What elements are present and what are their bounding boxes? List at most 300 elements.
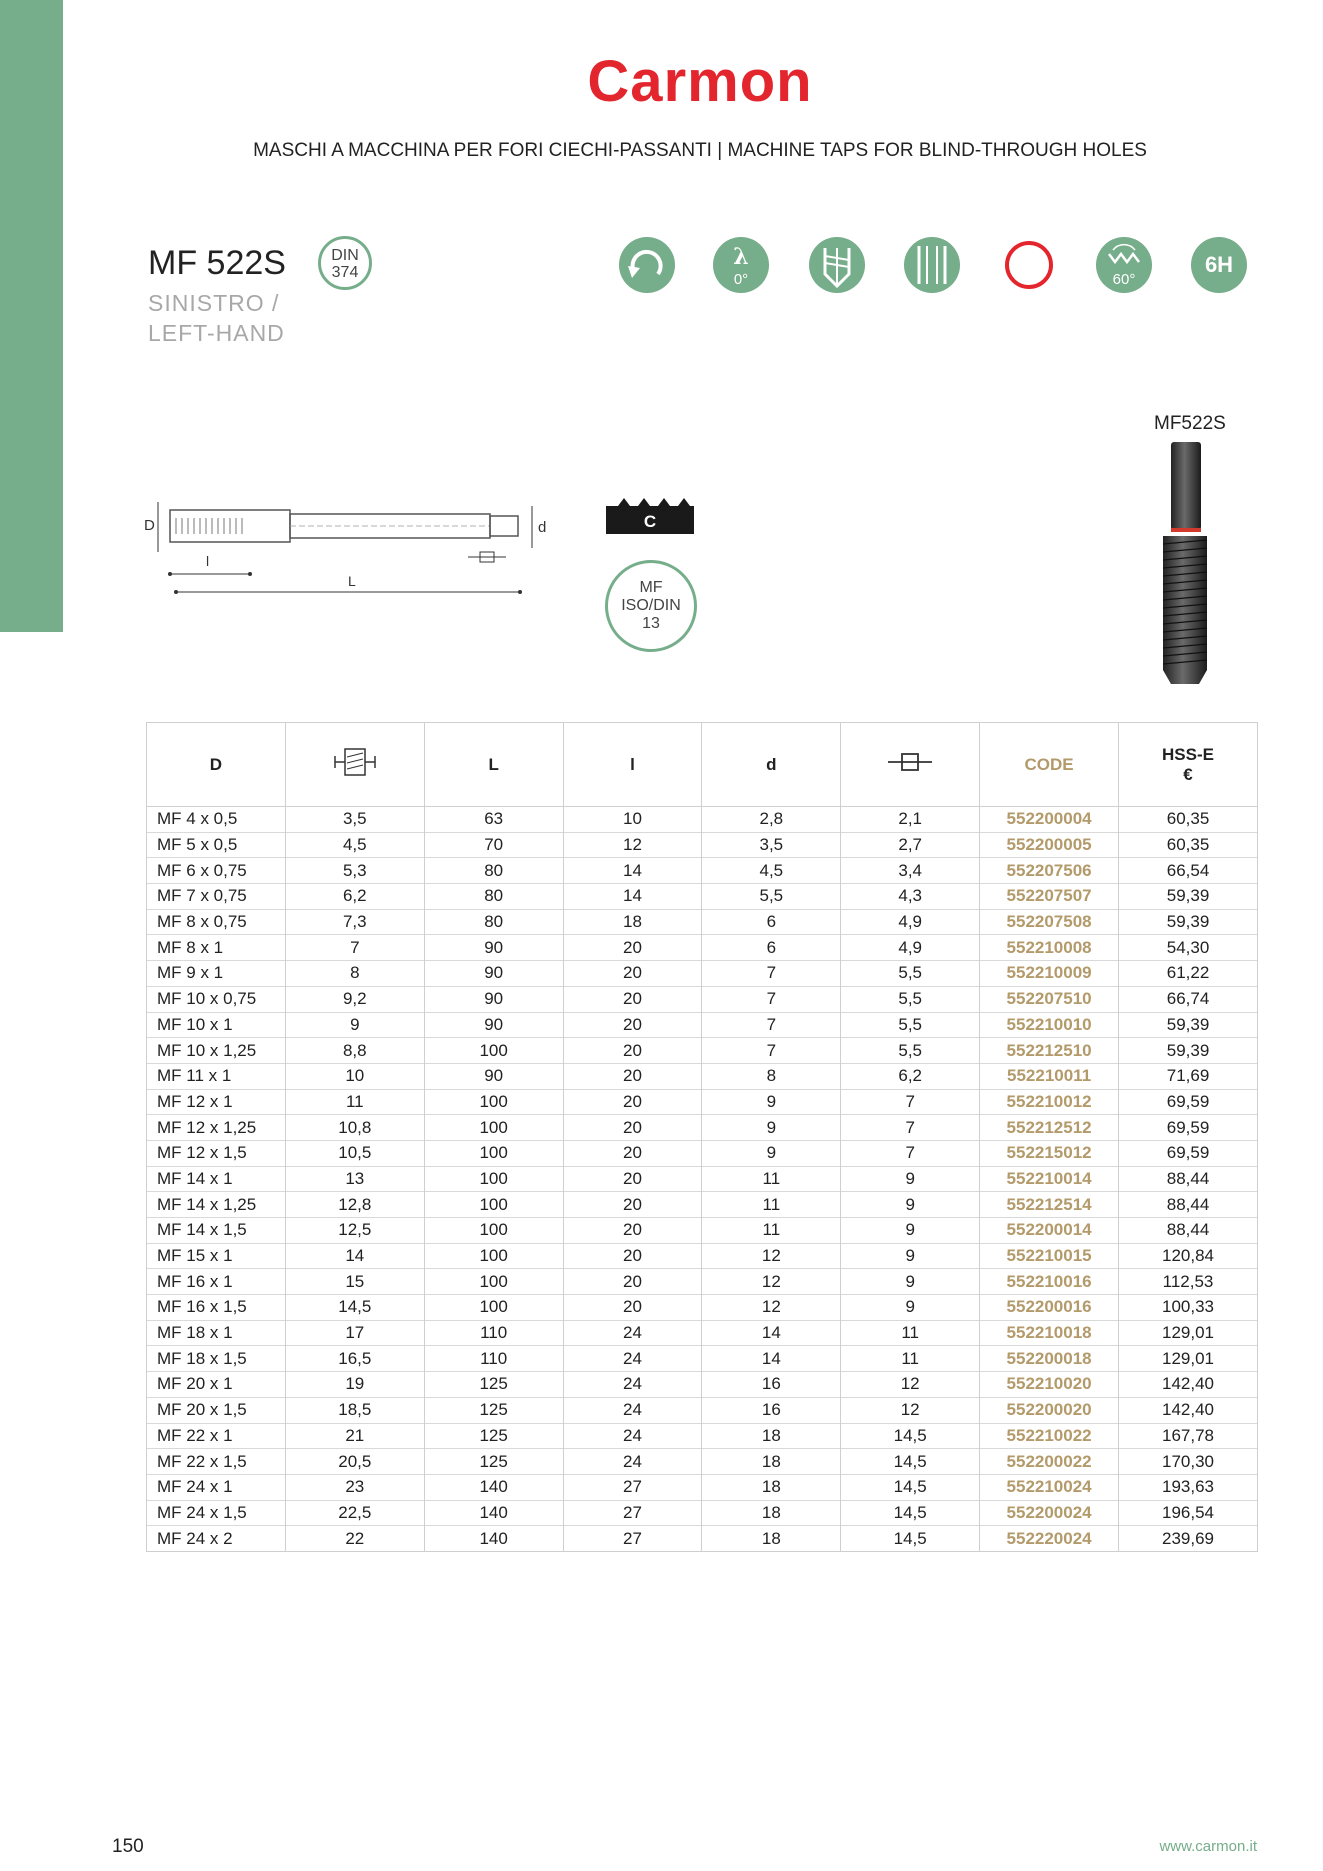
angle-value: 60° <box>1112 271 1136 288</box>
profile-label: C <box>643 512 657 531</box>
table-row <box>147 1269 1258 1295</box>
cell-price: 66,74 <box>1119 986 1258 1012</box>
page-number: 150 <box>112 1836 144 1857</box>
cell-square: 14,5 <box>841 1526 980 1552</box>
cell-price: 196,54 <box>1119 1500 1258 1526</box>
cell-price: 170,30 <box>1119 1449 1258 1475</box>
cell-L: 100 <box>424 1192 563 1218</box>
cell-l: 12 <box>563 832 702 858</box>
cell-code: 552210010 <box>980 1012 1119 1038</box>
header-d: d <box>702 723 841 807</box>
cell-l: 20 <box>563 1140 702 1166</box>
cell-l: 24 <box>563 1397 702 1423</box>
cell-price: 69,59 <box>1119 1089 1258 1115</box>
cell-L: 110 <box>424 1346 563 1372</box>
brand-logo: Carmon <box>587 49 813 114</box>
cell-code: 552210008 <box>980 935 1119 961</box>
cell-drill: 6,2 <box>285 884 424 910</box>
cell-square: 14,5 <box>841 1423 980 1449</box>
cell-l: 20 <box>563 1192 702 1218</box>
cell-L: 100 <box>424 1243 563 1269</box>
cell-drill: 16,5 <box>285 1346 424 1372</box>
cell-thread: MF 22 x 1,5 <box>147 1449 286 1475</box>
cell-drill: 3,5 <box>285 807 424 833</box>
cell-drill: 12,5 <box>285 1218 424 1244</box>
cell-square: 5,5 <box>841 961 980 987</box>
cell-d: 9 <box>702 1089 841 1115</box>
cell-drill: 19 <box>285 1372 424 1398</box>
cell-l: 24 <box>563 1320 702 1346</box>
cell-L: 125 <box>424 1423 563 1449</box>
lambda-symbol: λ <box>733 244 749 270</box>
cell-L: 80 <box>424 909 563 935</box>
cell-price: 59,39 <box>1119 1038 1258 1064</box>
cell-thread: MF 24 x 2 <box>147 1526 286 1552</box>
cell-square: 9 <box>841 1295 980 1321</box>
cell-L: 100 <box>424 1269 563 1295</box>
cell-price: 60,35 <box>1119 832 1258 858</box>
cell-square: 9 <box>841 1243 980 1269</box>
cell-thread: MF 16 x 1 <box>147 1269 286 1295</box>
cell-l: 24 <box>563 1346 702 1372</box>
cell-square: 5,5 <box>841 1012 980 1038</box>
spec-table <box>146 722 1258 1552</box>
cell-price: 59,39 <box>1119 909 1258 935</box>
cell-code: 552215012 <box>980 1140 1119 1166</box>
cell-d: 9 <box>702 1140 841 1166</box>
cell-square: 14,5 <box>841 1500 980 1526</box>
cell-thread: MF 12 x 1,5 <box>147 1140 286 1166</box>
lambda-value: 0° <box>733 271 749 288</box>
cell-square: 4,9 <box>841 935 980 961</box>
red-ring-icon <box>1000 236 1058 294</box>
cell-thread: MF 4 x 0,5 <box>147 807 286 833</box>
cell-code: 552210016 <box>980 1269 1119 1295</box>
cell-d: 7 <box>702 961 841 987</box>
cell-d: 11 <box>702 1166 841 1192</box>
cell-square: 14,5 <box>841 1449 980 1475</box>
cell-l: 14 <box>563 858 702 884</box>
cell-thread: MF 12 x 1 <box>147 1089 286 1115</box>
cell-L: 125 <box>424 1397 563 1423</box>
cell-thread: MF 8 x 0,75 <box>147 909 286 935</box>
cell-l: 20 <box>563 1295 702 1321</box>
cell-L: 100 <box>424 1089 563 1115</box>
cell-L: 100 <box>424 1218 563 1244</box>
cell-L: 90 <box>424 961 563 987</box>
cell-price: 69,59 <box>1119 1115 1258 1141</box>
cell-l: 20 <box>563 1269 702 1295</box>
cell-drill: 22,5 <box>285 1500 424 1526</box>
cell-square: 14,5 <box>841 1474 980 1500</box>
cell-L: 140 <box>424 1526 563 1552</box>
cell-code: 552200024 <box>980 1500 1119 1526</box>
cell-price: 61,22 <box>1119 961 1258 987</box>
label-d: d <box>538 519 547 536</box>
cell-L: 140 <box>424 1474 563 1500</box>
cell-l: 20 <box>563 1038 702 1064</box>
cell-code: 552207507 <box>980 884 1119 910</box>
table-row <box>147 1346 1258 1372</box>
cell-thread: MF 11 x 1 <box>147 1063 286 1089</box>
cell-l: 10 <box>563 807 702 833</box>
table-row <box>147 884 1258 910</box>
cell-thread: MF 6 x 0,75 <box>147 858 286 884</box>
cell-thread: MF 5 x 0,5 <box>147 832 286 858</box>
table-row <box>147 832 1258 858</box>
cell-thread: MF 18 x 1,5 <box>147 1346 286 1372</box>
table-row <box>147 986 1258 1012</box>
table-row <box>147 1192 1258 1218</box>
table-row <box>147 1218 1258 1244</box>
cell-square: 9 <box>841 1218 980 1244</box>
cell-drill: 9,2 <box>285 986 424 1012</box>
din-number: 374 <box>331 264 359 281</box>
header-price <box>1119 723 1258 807</box>
cell-code: 552212510 <box>980 1038 1119 1064</box>
thread-number: 13 <box>642 615 660 632</box>
cell-square: 5,5 <box>841 1038 980 1064</box>
cell-drill: 21 <box>285 1423 424 1449</box>
cell-L: 90 <box>424 1063 563 1089</box>
cell-thread: MF 14 x 1,25 <box>147 1192 286 1218</box>
table-row <box>147 909 1258 935</box>
cell-L: 70 <box>424 832 563 858</box>
cell-square: 9 <box>841 1166 980 1192</box>
product-code: MF 522S <box>148 244 286 282</box>
cell-L: 125 <box>424 1372 563 1398</box>
cell-d: 16 <box>702 1372 841 1398</box>
cell-drill: 10 <box>285 1063 424 1089</box>
page-subtitle: MASCHI A MACCHINA PER FORI CIECHI-PASSANTI | MACHINE TAPS FOR BLIND-THROUGH HOLES <box>253 140 1147 161</box>
cell-thread: MF 10 x 1,25 <box>147 1038 286 1064</box>
cell-price: 60,35 <box>1119 807 1258 833</box>
cell-d: 12 <box>702 1295 841 1321</box>
header-L: L <box>424 723 563 807</box>
cell-drill: 23 <box>285 1474 424 1500</box>
cell-d: 18 <box>702 1474 841 1500</box>
table-row <box>147 1038 1258 1064</box>
cell-code: 552200022 <box>980 1449 1119 1475</box>
cell-d: 8 <box>702 1063 841 1089</box>
table-row <box>147 1089 1258 1115</box>
cell-thread: MF 14 x 1,5 <box>147 1218 286 1244</box>
cell-drill: 15 <box>285 1269 424 1295</box>
cell-drill: 7,3 <box>285 909 424 935</box>
cell-code: 552200014 <box>980 1218 1119 1244</box>
cell-square: 11 <box>841 1346 980 1372</box>
cell-l: 20 <box>563 1166 702 1192</box>
table-row <box>147 1320 1258 1346</box>
cell-code: 552200018 <box>980 1346 1119 1372</box>
header-code: CODE <box>980 723 1119 807</box>
cell-l: 24 <box>563 1449 702 1475</box>
cell-code: 552200004 <box>980 807 1119 833</box>
product-sub-line2: LEFT-HAND <box>148 320 285 346</box>
cell-thread: MF 10 x 1 <box>147 1012 286 1038</box>
cell-code: 552212514 <box>980 1192 1119 1218</box>
cell-L: 140 <box>424 1500 563 1526</box>
cell-square: 12 <box>841 1372 980 1398</box>
cell-square: 7 <box>841 1115 980 1141</box>
cell-d: 9 <box>702 1115 841 1141</box>
cell-price: 193,63 <box>1119 1474 1258 1500</box>
cell-price: 167,78 <box>1119 1423 1258 1449</box>
cell-drill: 4,5 <box>285 832 424 858</box>
cell-square: 12 <box>841 1397 980 1423</box>
header-drill-icon <box>285 723 424 807</box>
cell-square: 3,4 <box>841 858 980 884</box>
cell-code: 552207506 <box>980 858 1119 884</box>
cell-d: 2,8 <box>702 807 841 833</box>
cell-code: 552220024 <box>980 1526 1119 1552</box>
tolerance-value: 6H <box>1204 252 1234 277</box>
cell-l: 20 <box>563 1012 702 1038</box>
cell-L: 100 <box>424 1038 563 1064</box>
cell-L: 90 <box>424 935 563 961</box>
cell-drill: 14 <box>285 1243 424 1269</box>
cell-d: 12 <box>702 1269 841 1295</box>
cell-l: 14 <box>563 884 702 910</box>
cell-thread: MF 10 x 0,75 <box>147 986 286 1012</box>
cell-code: 552210018 <box>980 1320 1119 1346</box>
header-square-icon <box>841 723 980 807</box>
cell-l: 18 <box>563 909 702 935</box>
table-header-row <box>147 723 1258 807</box>
cell-d: 5,5 <box>702 884 841 910</box>
cell-thread: MF 20 x 1,5 <box>147 1397 286 1423</box>
tap-technical-drawing <box>140 496 560 606</box>
cell-d: 11 <box>702 1218 841 1244</box>
cell-d: 14 <box>702 1346 841 1372</box>
cell-price: 88,44 <box>1119 1166 1258 1192</box>
cell-square: 4,9 <box>841 909 980 935</box>
cell-drill: 22 <box>285 1526 424 1552</box>
cell-square: 5,5 <box>841 986 980 1012</box>
cell-drill: 13 <box>285 1166 424 1192</box>
cell-drill: 8,8 <box>285 1038 424 1064</box>
cell-code: 552210020 <box>980 1372 1119 1398</box>
tolerance-icon <box>1190 236 1248 294</box>
cell-square: 9 <box>841 1192 980 1218</box>
cell-code: 552200016 <box>980 1295 1119 1321</box>
cell-d: 18 <box>702 1449 841 1475</box>
table-row <box>147 1243 1258 1269</box>
table-row <box>147 1397 1258 1423</box>
cell-square: 4,3 <box>841 884 980 910</box>
din-badge <box>318 236 372 290</box>
cell-L: 110 <box>424 1320 563 1346</box>
cell-code: 552210022 <box>980 1423 1119 1449</box>
cell-square: 11 <box>841 1320 980 1346</box>
cell-thread: MF 7 x 0,75 <box>147 884 286 910</box>
thread-angle-icon <box>1095 236 1153 294</box>
website-link[interactable]: www.carmon.it <box>1159 1838 1257 1855</box>
cell-l: 20 <box>563 1063 702 1089</box>
cell-code: 552210015 <box>980 1243 1119 1269</box>
cell-d: 7 <box>702 1038 841 1064</box>
cell-L: 80 <box>424 884 563 910</box>
cell-drill: 12,8 <box>285 1192 424 1218</box>
thread-profile-icon <box>606 494 694 534</box>
cell-price: 71,69 <box>1119 1063 1258 1089</box>
cell-d: 14 <box>702 1320 841 1346</box>
cell-l: 20 <box>563 961 702 987</box>
cell-drill: 5,3 <box>285 858 424 884</box>
cell-drill: 20,5 <box>285 1449 424 1475</box>
cell-code: 552210012 <box>980 1089 1119 1115</box>
cell-code: 552210014 <box>980 1166 1119 1192</box>
cell-code: 552210024 <box>980 1474 1119 1500</box>
cell-drill: 8 <box>285 961 424 987</box>
cell-thread: MF 16 x 1,5 <box>147 1295 286 1321</box>
cell-thread: MF 9 x 1 <box>147 961 286 987</box>
cell-price: 120,84 <box>1119 1243 1258 1269</box>
cell-square: 7 <box>841 1089 980 1115</box>
cell-price: 142,40 <box>1119 1397 1258 1423</box>
cell-price: 88,44 <box>1119 1218 1258 1244</box>
table-row <box>147 1449 1258 1475</box>
cell-price: 112,53 <box>1119 1269 1258 1295</box>
cell-l: 20 <box>563 1218 702 1244</box>
label-D: D <box>144 517 155 534</box>
cell-L: 100 <box>424 1140 563 1166</box>
cell-thread: MF 18 x 1 <box>147 1320 286 1346</box>
cell-d: 4,5 <box>702 858 841 884</box>
cell-drill: 17 <box>285 1320 424 1346</box>
cell-l: 27 <box>563 1500 702 1526</box>
left-hand-rotation-icon <box>618 236 676 294</box>
cell-code: 552200020 <box>980 1397 1119 1423</box>
cell-code: 552200005 <box>980 832 1119 858</box>
cell-d: 7 <box>702 1012 841 1038</box>
cell-drill: 10,5 <box>285 1140 424 1166</box>
header-price-material: HSS-E <box>1162 744 1214 764</box>
product-subtitle <box>148 288 285 348</box>
cell-d: 11 <box>702 1192 841 1218</box>
cell-thread: MF 22 x 1 <box>147 1423 286 1449</box>
cell-L: 90 <box>424 986 563 1012</box>
drill-diameter-icon <box>331 747 379 777</box>
cell-L: 90 <box>424 1012 563 1038</box>
cell-L: 63 <box>424 807 563 833</box>
rake-angle-icon <box>712 236 770 294</box>
cell-price: 88,44 <box>1119 1192 1258 1218</box>
cell-drill: 18,5 <box>285 1397 424 1423</box>
cell-square: 2,1 <box>841 807 980 833</box>
table-row <box>147 935 1258 961</box>
cell-code: 552207510 <box>980 986 1119 1012</box>
cell-d: 3,5 <box>702 832 841 858</box>
cell-square: 9 <box>841 1269 980 1295</box>
table-row <box>147 1372 1258 1398</box>
table-row <box>147 1140 1258 1166</box>
din-label: DIN <box>331 247 359 264</box>
cell-l: 20 <box>563 1243 702 1269</box>
cell-drill: 10,8 <box>285 1115 424 1141</box>
cell-price: 59,39 <box>1119 884 1258 910</box>
cell-drill: 14,5 <box>285 1295 424 1321</box>
cell-d: 16 <box>702 1397 841 1423</box>
header-price-currency: € <box>1183 764 1193 784</box>
thread-standard-badge <box>605 560 697 652</box>
table-row <box>147 807 1258 833</box>
table-row <box>147 1474 1258 1500</box>
cell-l: 20 <box>563 935 702 961</box>
table-row <box>147 1295 1258 1321</box>
cell-l: 27 <box>563 1474 702 1500</box>
table-row <box>147 1526 1258 1552</box>
table-row <box>147 1115 1258 1141</box>
cell-L: 100 <box>424 1115 563 1141</box>
cell-d: 12 <box>702 1243 841 1269</box>
table-row <box>147 1012 1258 1038</box>
table-row <box>147 1500 1258 1526</box>
cell-d: 18 <box>702 1423 841 1449</box>
thread-type: MF <box>639 579 663 596</box>
cell-square: 6,2 <box>841 1063 980 1089</box>
cell-thread: MF 20 x 1 <box>147 1372 286 1398</box>
cell-thread: MF 24 x 1 <box>147 1474 286 1500</box>
cell-thread: MF 12 x 1,25 <box>147 1115 286 1141</box>
cell-d: 7 <box>702 986 841 1012</box>
through-hole-icon <box>903 236 961 294</box>
cell-code: 552210011 <box>980 1063 1119 1089</box>
cell-price: 66,54 <box>1119 858 1258 884</box>
label-l: l <box>206 553 210 569</box>
cell-price: 142,40 <box>1119 1372 1258 1398</box>
cell-price: 129,01 <box>1119 1346 1258 1372</box>
table-row <box>147 1166 1258 1192</box>
product-sub-line1: SINISTRO / <box>148 290 280 316</box>
thread-standard: ISO/DIN <box>621 597 681 614</box>
cell-code: 552210009 <box>980 961 1119 987</box>
table-row <box>147 1063 1258 1089</box>
cell-price: 129,01 <box>1119 1320 1258 1346</box>
cell-thread: MF 8 x 1 <box>147 935 286 961</box>
cell-L: 125 <box>424 1449 563 1475</box>
cell-drill: 9 <box>285 1012 424 1038</box>
cell-d: 18 <box>702 1500 841 1526</box>
header-D: D <box>147 723 286 807</box>
table-row <box>147 961 1258 987</box>
cell-l: 20 <box>563 1115 702 1141</box>
cell-price: 54,30 <box>1119 935 1258 961</box>
cell-L: 100 <box>424 1295 563 1321</box>
cell-price: 69,59 <box>1119 1140 1258 1166</box>
cell-d: 6 <box>702 909 841 935</box>
cell-l: 20 <box>563 986 702 1012</box>
square-drive-icon <box>886 751 934 773</box>
cell-square: 2,7 <box>841 832 980 858</box>
cell-L: 100 <box>424 1166 563 1192</box>
cell-price: 100,33 <box>1119 1295 1258 1321</box>
cell-d: 18 <box>702 1526 841 1552</box>
cell-l: 24 <box>563 1423 702 1449</box>
cell-L: 80 <box>424 858 563 884</box>
cell-thread: MF 14 x 1 <box>147 1166 286 1192</box>
table-row <box>147 858 1258 884</box>
cell-drill: 7 <box>285 935 424 961</box>
cell-l: 24 <box>563 1372 702 1398</box>
table-body <box>147 807 1258 1552</box>
cell-thread: MF 24 x 1,5 <box>147 1500 286 1526</box>
cell-price: 239,69 <box>1119 1526 1258 1552</box>
cell-thread: MF 15 x 1 <box>147 1243 286 1269</box>
cell-drill: 11 <box>285 1089 424 1115</box>
tap-photo <box>1155 440 1215 690</box>
cell-code: 552207508 <box>980 909 1119 935</box>
